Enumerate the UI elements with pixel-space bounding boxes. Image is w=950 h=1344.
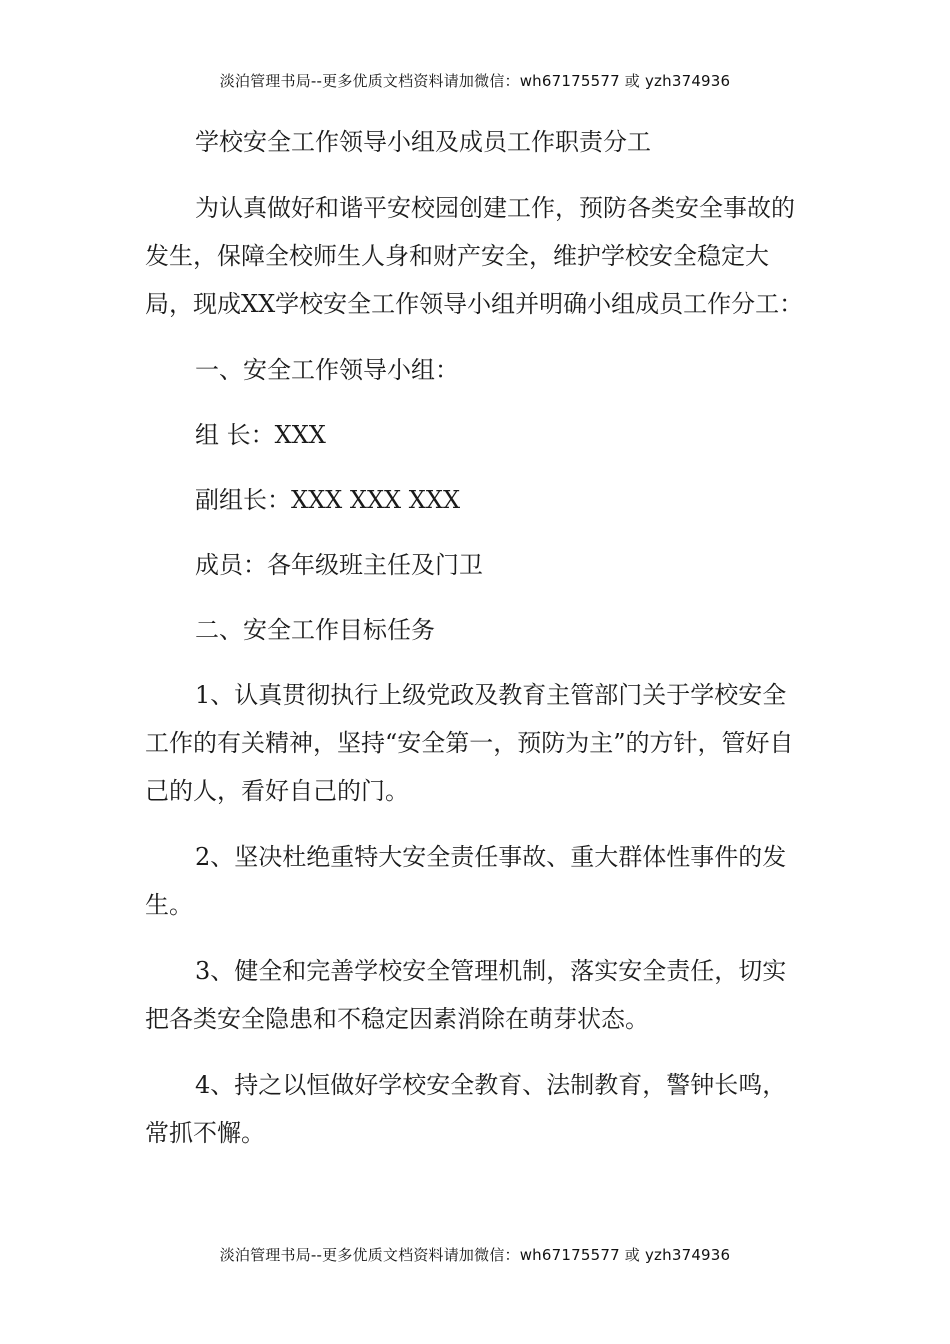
- deputy-line: 副组长：XXX XXX XXX: [195, 486, 461, 514]
- goal-item-4: 4、持之以恒做好学校安全教育、法制教育，警钟长鸣，常抓不懈。: [145, 1071, 787, 1147]
- document-title: 学校安全工作领导小组及成员工作职责分工: [195, 128, 651, 156]
- section-heading-leadership: 一、安全工作领导小组：: [195, 356, 459, 384]
- leader-line: 组 长：XXX: [195, 421, 326, 449]
- intro-paragraph: 为认真做好和谐平安校园创建工作，预防各类安全事故的发生，保障全校师生人身和财产安全，维护学校安全稳定大局，现成XX学校安全工作领导小组并明确小组成员工作分工：: [145, 194, 804, 318]
- goal-item-1: 1、认真贯彻执行上级党政及教育主管部门关于学校安全工作的有关精神，坚持“安全第一，预防为主”的方针，管好自己的人，看好自己的门。: [145, 681, 794, 805]
- page-header: 淡泊管理书局--更多优质文档资料请加微信：wh67175577 或 yzh374936: [219, 72, 731, 90]
- section-heading-goals: 二、安全工作目标任务: [195, 616, 435, 644]
- document-body: [145, 118, 810, 1175]
- members-line: 成员：各年级班主任及门卫: [195, 551, 483, 579]
- goal-item-2: 2、坚决杜绝重特大安全责任事故、重大群体性事件的发生。: [145, 843, 787, 919]
- page-footer: 淡泊管理书局--更多优质文档资料请加微信：wh67175577 或 yzh374936: [219, 1246, 731, 1264]
- goal-item-3: 3、健全和完善学校安全管理机制，落实安全责任，切实把各类安全隐患和不稳定因素消除在萌芽状态。: [145, 957, 787, 1033]
